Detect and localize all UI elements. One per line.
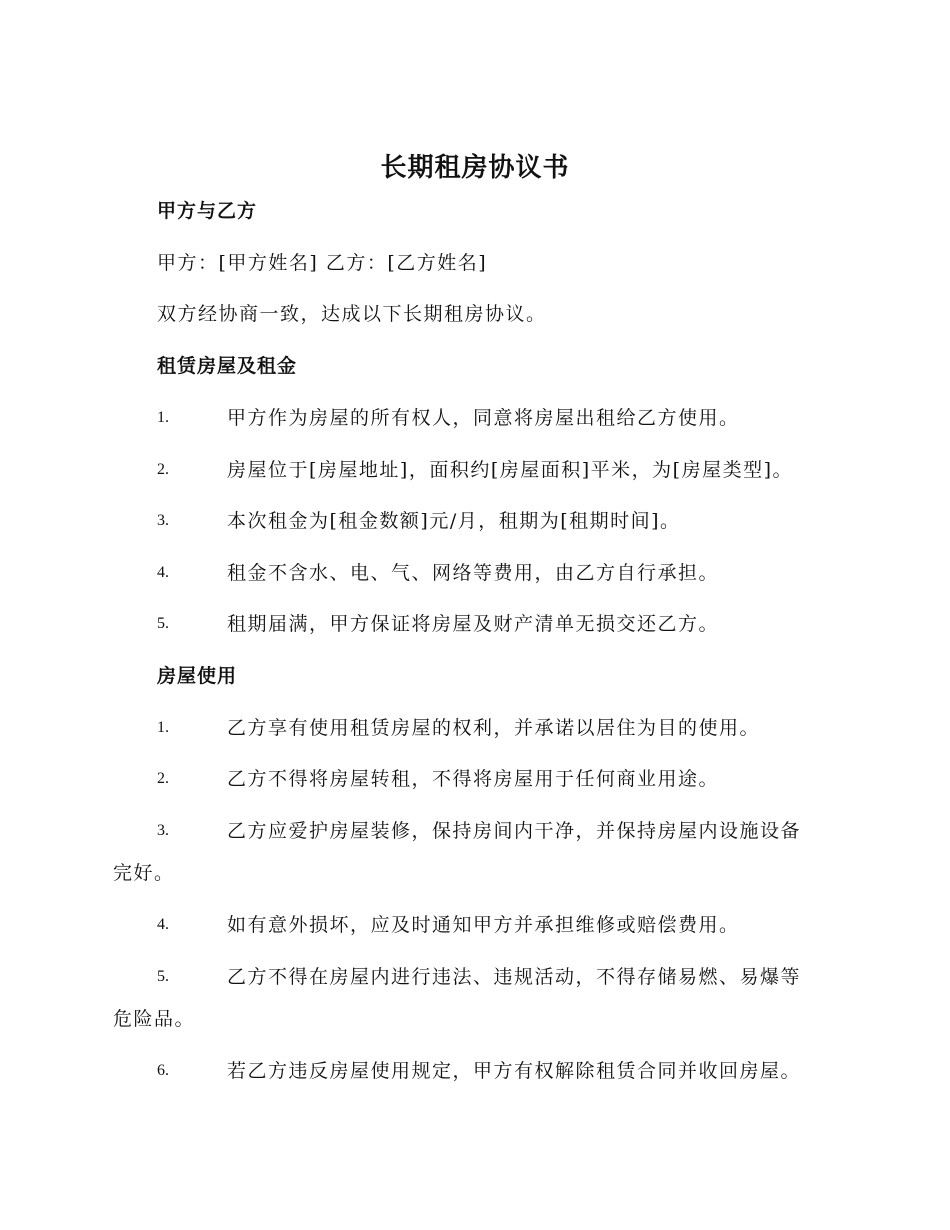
list-text: 乙方不得将房屋转租，不得将房屋用于任何商业用途。 — [227, 768, 720, 790]
list-item — [0, 714, 950, 742]
list-number: 1. — [157, 719, 169, 736]
list-item — [0, 610, 950, 638]
list-text-continuation: 危险品。 — [113, 1008, 196, 1030]
list-number: 6. — [157, 1062, 169, 1079]
list-item — [0, 507, 950, 535]
list-item — [0, 404, 950, 432]
list-text: 乙方应爱护房屋装修，保持房间内干净，并保持房屋内设施设备 — [227, 820, 802, 842]
list-text: 甲方作为房屋的所有权人，同意将房屋出租给乙方使用。 — [227, 407, 740, 429]
list-text: 租金不含水、电、气、网络等费用，由乙方自行承担。 — [227, 562, 720, 584]
list-text: 若乙方违反房屋使用规定，甲方有权解除租赁合同并收回房屋。 — [227, 1060, 802, 1082]
list-item — [0, 911, 950, 939]
list-text: 租期届满，甲方保证将房屋及财产清单无损交还乙方。 — [227, 613, 720, 635]
list-number: 2. — [157, 770, 169, 787]
list-item — [0, 765, 950, 793]
list-number: 3. — [157, 822, 169, 839]
list-item — [0, 1057, 950, 1085]
list-item — [0, 456, 950, 484]
list-text: 本次租金为[租金数额]元/月，租期为[租期时间]。 — [227, 510, 681, 532]
section-heading-house-use: 房屋使用 — [157, 665, 238, 687]
list-number: 1. — [157, 409, 169, 426]
list-number: 4. — [157, 916, 169, 933]
list-text: 乙方不得在房屋内进行违法、违规活动，不得存储易燃、易爆等 — [227, 966, 802, 988]
document-title: 长期租房协议书 — [380, 153, 570, 183]
list-number: 5. — [157, 615, 169, 632]
list-number: 2. — [157, 461, 169, 478]
section-heading-lease-rent: 租赁房屋及租金 — [157, 355, 298, 377]
list-text-continuation: 完好。 — [113, 862, 175, 884]
list-text: 乙方享有使用租赁房屋的权利，并承诺以居住为目的使用。 — [227, 717, 761, 739]
list-item — [0, 817, 950, 845]
list-text: 房屋位于[房屋地址]，面积约[房屋面积]平米，为[房屋类型]。 — [227, 459, 793, 481]
agreement-line: 双方经协商一致，达成以下长期租房协议。 — [157, 303, 547, 325]
list-text: 如有意外损坏，应及时通知甲方并承担维修或赔偿费用。 — [227, 914, 740, 936]
list-number: 5. — [157, 968, 169, 985]
section-heading-parties: 甲方与乙方 — [157, 200, 258, 222]
list-item — [0, 963, 950, 991]
list-number: 3. — [157, 512, 169, 529]
list-number: 4. — [157, 564, 169, 581]
parties-line: 甲方：[甲方姓名] 乙方：[乙方姓名] — [157, 252, 488, 274]
list-item — [0, 559, 950, 587]
